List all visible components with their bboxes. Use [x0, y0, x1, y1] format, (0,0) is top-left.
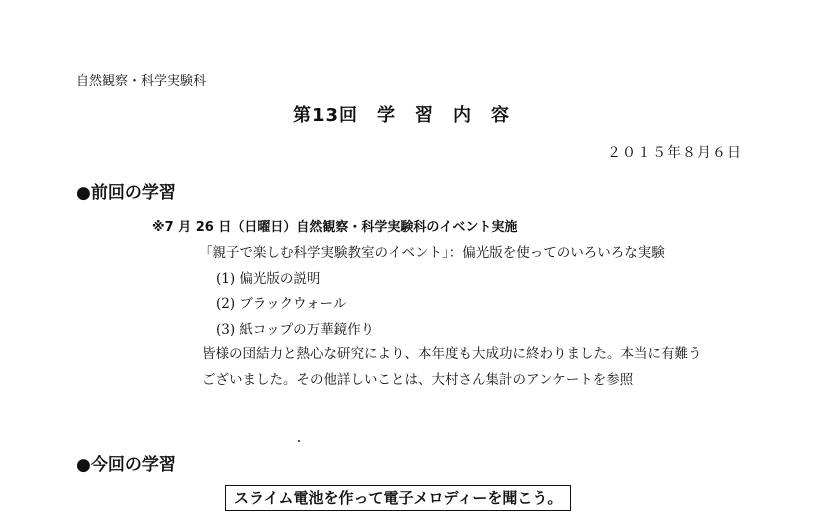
scan-speck	[298, 440, 300, 442]
list-item: (1) 偏光版の説明	[216, 271, 321, 287]
event-title: ※7 月 26 日（日曜日）自然観察・科学実験科のイベント実施	[152, 220, 518, 235]
current-lesson-heading: ●今回の学習	[76, 455, 176, 475]
current-topic-box: スライム電池を作って電子メロディーを聞こう。	[225, 485, 571, 511]
summary-line: ございました。その他詳しいことは、大村さん集計のアンケートを参照	[202, 372, 634, 388]
list-item: (2) ブラックウォール	[216, 296, 347, 312]
list-item: (3) 紙コップの万華鏡作り	[216, 322, 375, 338]
department-label: 自然観察・科学実験科	[76, 74, 207, 89]
previous-lesson-heading: ●前回の学習	[76, 183, 176, 203]
document-date: ２０１５年８月６日	[607, 145, 742, 161]
summary-line: 皆様の団結力と熱心な研究により、本年度も大成功に終わりました。本当に有難う	[202, 346, 702, 362]
event-description: 「親子で楽しむ科学実験教室のイベント」：偏光版を使ってのいろいろな実験	[199, 245, 665, 261]
page-title: 第13回 学 習 内 容	[293, 105, 511, 126]
